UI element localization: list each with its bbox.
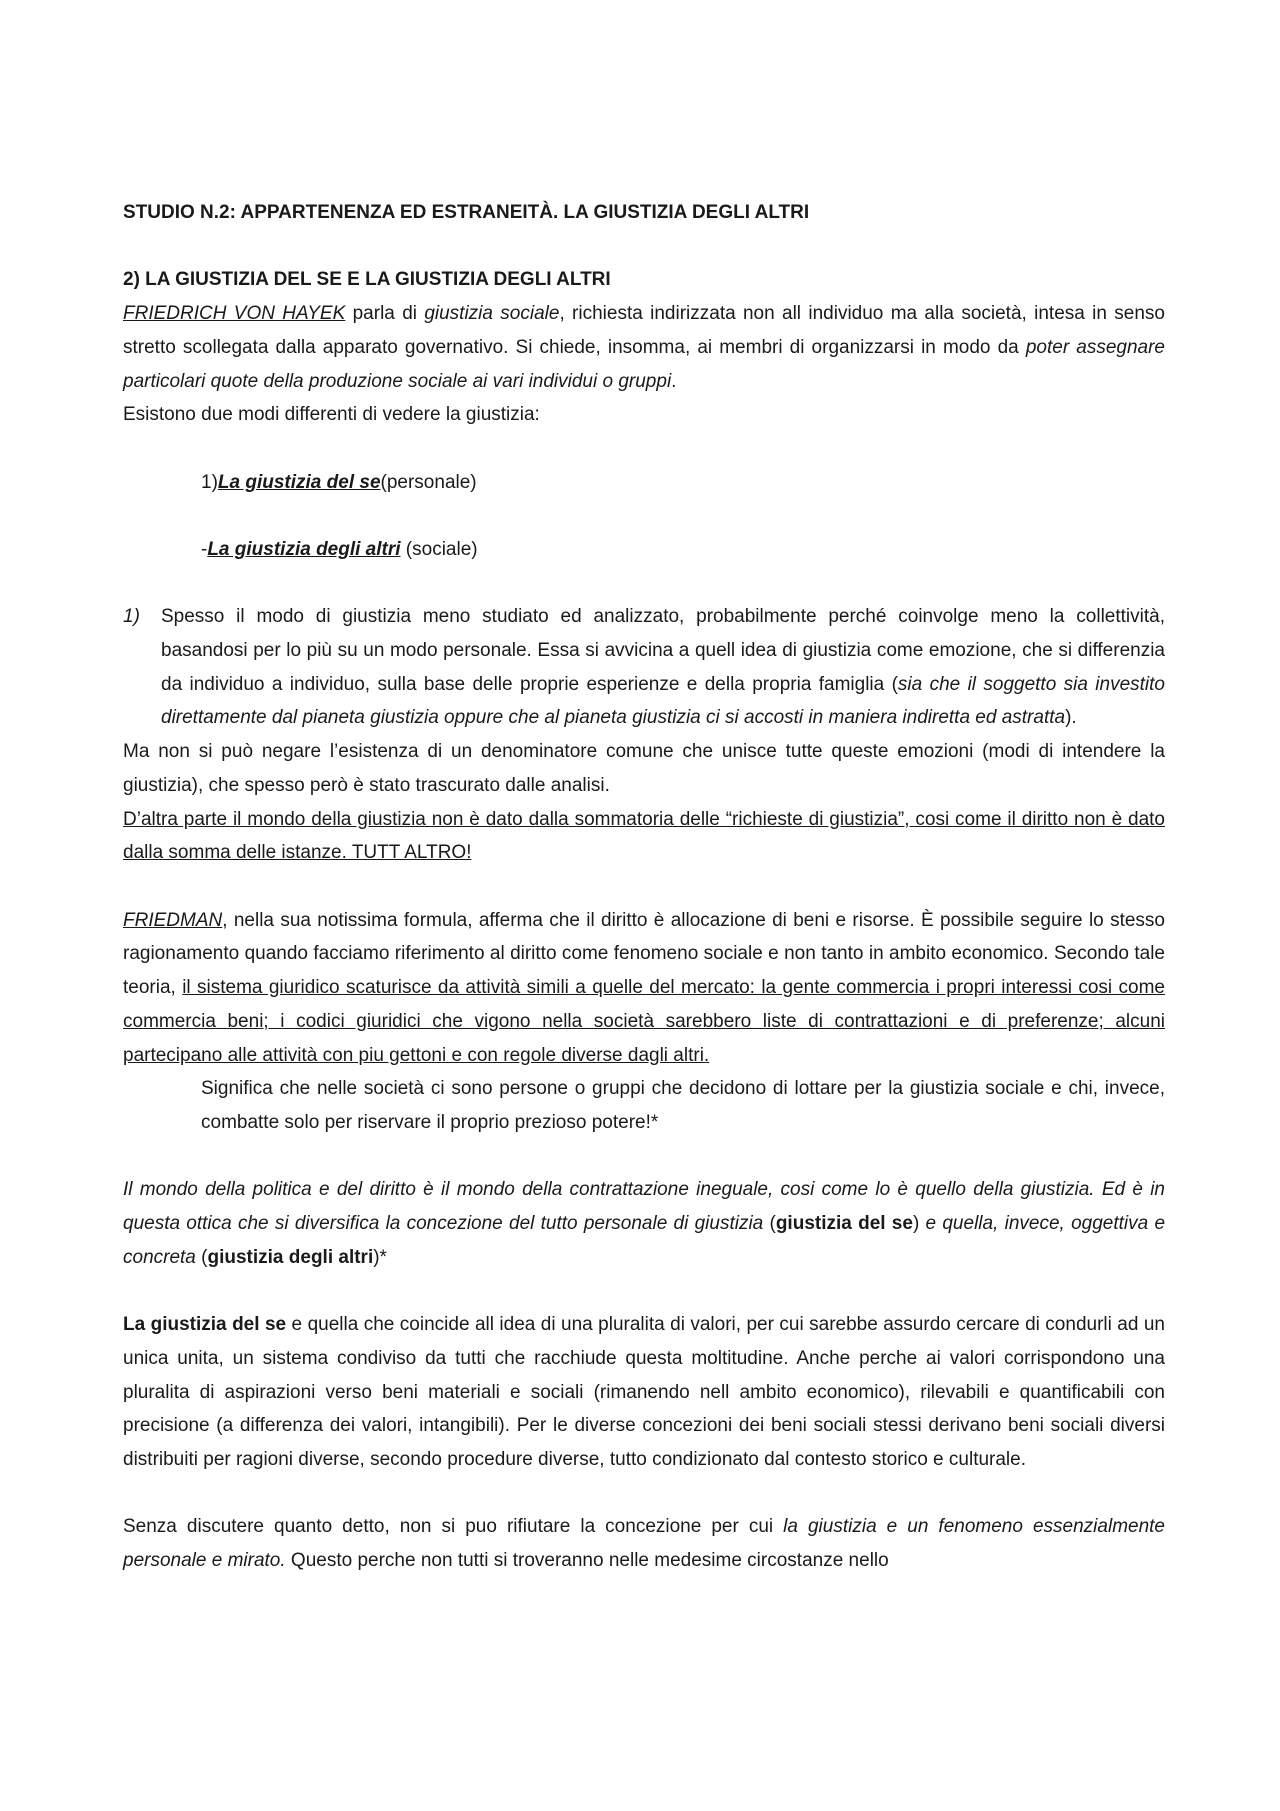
paragraph-underlined: D’altra parte il mondo della giustizia non è dato dalla sommatoria delle “richieste di giustizia”, cosi come il diritto non è dato dalla somma delle istanze. TUTT ALTRO! [123,808,1165,864]
paragraph-hayek [123,297,1165,398]
spacer [123,432,1165,466]
paragraph-politics [123,1173,1165,1274]
emphasis: Il mondo della politica e del diritto è il mondo della contrattazione ineguale, cosi come lo è quello della giustizia. Ed è in questa ottica che si diversifica la concezione del tutto personale di giustizia [123,1179,1165,1234]
spacer [123,1274,1165,1308]
spacer [123,499,1165,533]
paragraph-denominator: Ma non si può negare l’esistenza di un denominatore comune che unisce tutte queste emozioni (modi di intendere la giustizia), che spesso però è stato trascurato dalle analisi. [123,741,1165,796]
bold-term: La giustizia del se [123,1314,287,1336]
numbered-paragraph-1 [123,600,1165,735]
document-page [123,196,1165,1578]
text-run: ( [195,1246,208,1268]
document-title: STUDIO N.2: APPARTENENZA ED ESTRANEITÀ. LA GIUSTIZIA DEGLI ALTRI [123,202,810,223]
text-run: ). [1065,707,1077,729]
emphasis: sia che il soggetto sia investito direttamente dal pianeta giustizia oppure che al pianeta giustizia ci si accosti in maniera indiretta ed astratta [161,673,1166,729]
text-run: e quella che coincide all idea di una pluralita di valori, per cui sarebbe assurdo cercare di condurli ad un unica unita, un sistema condiviso da tutti che racchiude questa moltitudine. Anche perche ai valori corrispondono una pluralita di aspirazioni verso beni materiali e sociali (rimanendo nell ambito economico), rilevabili e quantificabili con precisione (a differenza dei valori, intangibili). Per le diverse concezioni dei beni sociali stessi derivano beni sociali diversi distribuiti per ragioni diverse, secondo procedure diverse, tutto condizionato dal contesto storico e culturale. [123,1314,1166,1470]
spacer [123,870,1165,904]
text-run: )* [373,1246,387,1268]
paragraph-intro-list: Esistono due modi differenti di vedere la giustizia: [123,404,540,426]
author-name: FRIEDRICH VON HAYEK [123,303,346,325]
text-run: , richiesta indirizzata non all individuo ma alla società, intesa in senso stretto scollegata dalla apparato governativo. Si chiede, insomma, ai membri di organizzarsi in modo da [123,303,1165,358]
paragraph-giustizia-del-se [123,1308,1165,1477]
list-term: La giustizia degli altri [207,538,401,560]
emphasis: la giustizia e un fenomeno essenzialmente personale e mirato. [123,1516,1165,1571]
list-prefix: - [201,538,208,560]
text-run: ) [912,1213,920,1234]
bold-term: giustizia del se [775,1213,913,1234]
list-suffix: (sociale) [400,538,478,560]
text-run: ( [763,1213,776,1234]
list-item-personal [123,466,1165,500]
section-heading: 2) LA GIUSTIZIA DEL SE E LA GIUSTIZIA DEGLI ALTRI [123,269,611,291]
spacer [123,567,1165,601]
spacer [123,1477,1165,1511]
list-suffix: (personale) [380,471,477,493]
underlined-text: il sistema giuridico scaturisce da attività simili a quelle del mercato: la gente commercia i propri interessi cosi come commercia beni; i codici giuridici che vigono nella società sarebbero liste di contrattazioni e di preferenze; alcuni partecipano alle attività con piu gettoni e con regole diverse dagli altri. [123,977,1165,1066]
text-run: Spesso il modo di giustizia meno studiato ed analizzato, probabilmente perché coinvolge meno la collettività, basandosi per lo più su un modo personale. Essa si avvicina a quell idea di giustizia come emozione, che si differenzia da individuo a individuo, sulla base delle proprie esperienze e della propria famiglia ( [161,606,1165,695]
paragraph-conclusion [123,1510,1165,1577]
indented-paragraph: Significa che nelle società ci sono persone o gruppi che decidono di lottare per la giustizia sociale e chi, invece, combatte solo per riservare il proprio prezioso potere!* [201,1078,1165,1133]
list-prefix: 1) [201,471,218,493]
list-term: La giustizia del se [217,471,381,493]
list-number: 1) [123,606,140,628]
list-item-social [123,533,1165,567]
emphasis: e quella, invece, oggettiva e concreta [123,1213,1166,1268]
author-name: FRIEDMAN [123,909,223,931]
text-run: Senza discutere quanto detto, non si puo rifiutare la concezione per cui [123,1516,784,1538]
bold-term: giustizia degli altri [207,1246,374,1268]
spacer [123,1140,1165,1174]
text-run: . [671,370,677,392]
spacer [123,230,1165,264]
text-run: parla di [345,303,425,325]
emphasis: giustizia sociale [424,303,560,325]
paragraph-friedman [123,904,1165,1073]
emphasis: poter assegnare particolari quote della produzione sociale ai vari individui o gruppi [123,336,1165,392]
text-run: Questo perche non tutti si troveranno nelle medesime circostanze nello [285,1550,889,1571]
text-run: , nella sua notissima formula, afferma che il diritto è allocazione di beni e risorse. È possibile seguire lo stesso ragionamento quando facciamo riferimento al diritto come fenomeno sociale e non tanto in ambito economico. Secondo tale teoria, [123,909,1165,999]
